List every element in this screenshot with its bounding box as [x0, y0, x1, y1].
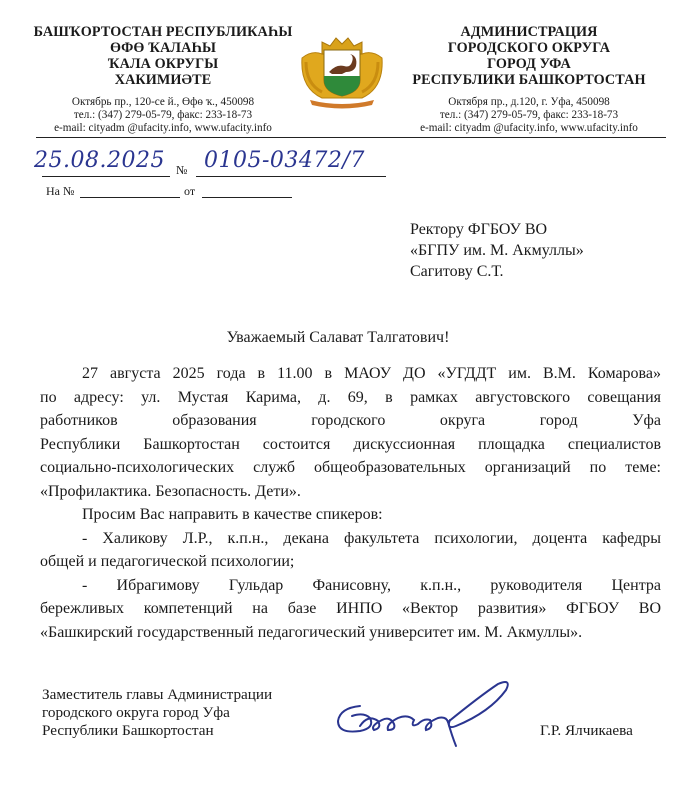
handwritten-signature-icon	[330, 676, 530, 756]
letterhead-left-title-2: ӨФӨ ҠАЛАҺЫ	[110, 40, 216, 56]
body-line: социально-психологических служб общеобразовательных организаций по теме:	[40, 459, 661, 476]
registration-number: 0105-03472/7	[204, 148, 365, 173]
letterhead-right	[398, 24, 660, 135]
letterhead-right-email: e-mail: cityadm @ufacity.info, www.ufacity.info	[420, 122, 638, 134]
date-underline	[42, 176, 170, 177]
letterhead-divider	[36, 137, 666, 138]
signatory-name: Г.Р. Ялчикаева	[540, 722, 633, 739]
letterhead-left-title-3: ҠАЛА ОКРУГЫ	[107, 56, 219, 72]
number-underline	[196, 176, 386, 177]
letterhead-left-address: Октябрь пр., 120-се й., Өфө ҡ., 450098	[71, 96, 255, 108]
number-sign: №	[176, 163, 188, 177]
addressee-line-1: Ректору ФГБОУ ВО	[410, 221, 548, 238]
addressee-line-2: «БГПУ им. М. Акмуллы»	[410, 242, 584, 259]
reference-date-underline	[202, 197, 292, 198]
request-line: Просим Вас направить в качестве спикеров:	[82, 506, 383, 523]
signatory-title-line-3: Республики Башкортостан	[42, 722, 214, 739]
coat-of-arms-icon	[292, 28, 392, 110]
letterhead-left-title-1: БАШҠОРТОСТАН РЕСПУБЛИКАҺЫ	[33, 24, 293, 40]
speaker-2-line: бережливых компетенций на базе ИНПО «Вектор развития» ФГБОУ ВО	[40, 600, 661, 617]
registration-date: 25.08.2025	[34, 148, 165, 173]
letterhead-right-address: Октября пр., д.120, г. Уфа, 450098	[448, 96, 610, 108]
letterhead-right-title-1: АДМИНИСТРАЦИЯ	[460, 24, 598, 40]
signatory-title	[42, 686, 272, 740]
letterhead-right-phone: тел.: (347) 279-05-79, факс: 233-18-73	[439, 109, 619, 121]
body-line: 27 августа 2025 года в 11.00 в МАОУ ДО «УГДДТ им. В.М. Комарова»	[82, 365, 661, 382]
letterhead-right-title-4: РЕСПУБЛИКИ БАШКОРТОСТАН	[412, 72, 646, 88]
body-line: Республики Башкортостан состоится дискуссионная площадка специалистов	[40, 435, 661, 453]
body-line: работников образования городского округа город Уфа	[40, 412, 661, 429]
reference-number-underline	[80, 197, 180, 198]
speaker-2-line: «Башкирский государственный педагогический университет им. М. Акмуллы».	[40, 623, 583, 641]
signatory-title-line-1: Заместитель главы Администрации	[42, 686, 273, 703]
letterhead-left-title-4: ХАКИМИӘТЕ	[114, 72, 212, 88]
letterhead-left	[22, 24, 304, 135]
body-line: по адресу: ул. Мустая Карима, д. 69, в рамках августовского совещания	[40, 388, 661, 406]
letter-body	[40, 362, 661, 644]
salutation: Уважаемый Салават Талгатович!	[226, 329, 450, 346]
speaker-1-line: общей и педагогической психологии;	[40, 553, 295, 570]
reference-from: от	[184, 184, 196, 198]
letterhead-left-email: e-mail: cityadm @ufacity.info, www.ufacity.info	[54, 122, 272, 134]
addressee	[410, 219, 584, 282]
letterhead-left-phone: тел.: (347) 279-05-79, факс: 233-18-73	[73, 109, 253, 121]
body-line: «Профилактика. Безопасность. Дети».	[40, 482, 301, 500]
speaker-2-line: - Ибрагимову Гульдар Фанисовну, к.п.н., руководителя Центра	[82, 576, 661, 594]
signatory-title-line-2: городского округа город Уфа	[42, 704, 230, 721]
letterhead-right-title-3: ГОРОД УФА	[487, 56, 571, 72]
addressee-line-3: Сагитову С.Т.	[410, 263, 504, 280]
reference-prefix: На №	[46, 184, 75, 198]
letterhead-right-title-2: ГОРОДСКОГО ОКРУГА	[447, 40, 611, 56]
speaker-1-line: - Халикову Л.Р., к.п.н., декана факультета психологии, доцента кафедры	[82, 529, 661, 547]
